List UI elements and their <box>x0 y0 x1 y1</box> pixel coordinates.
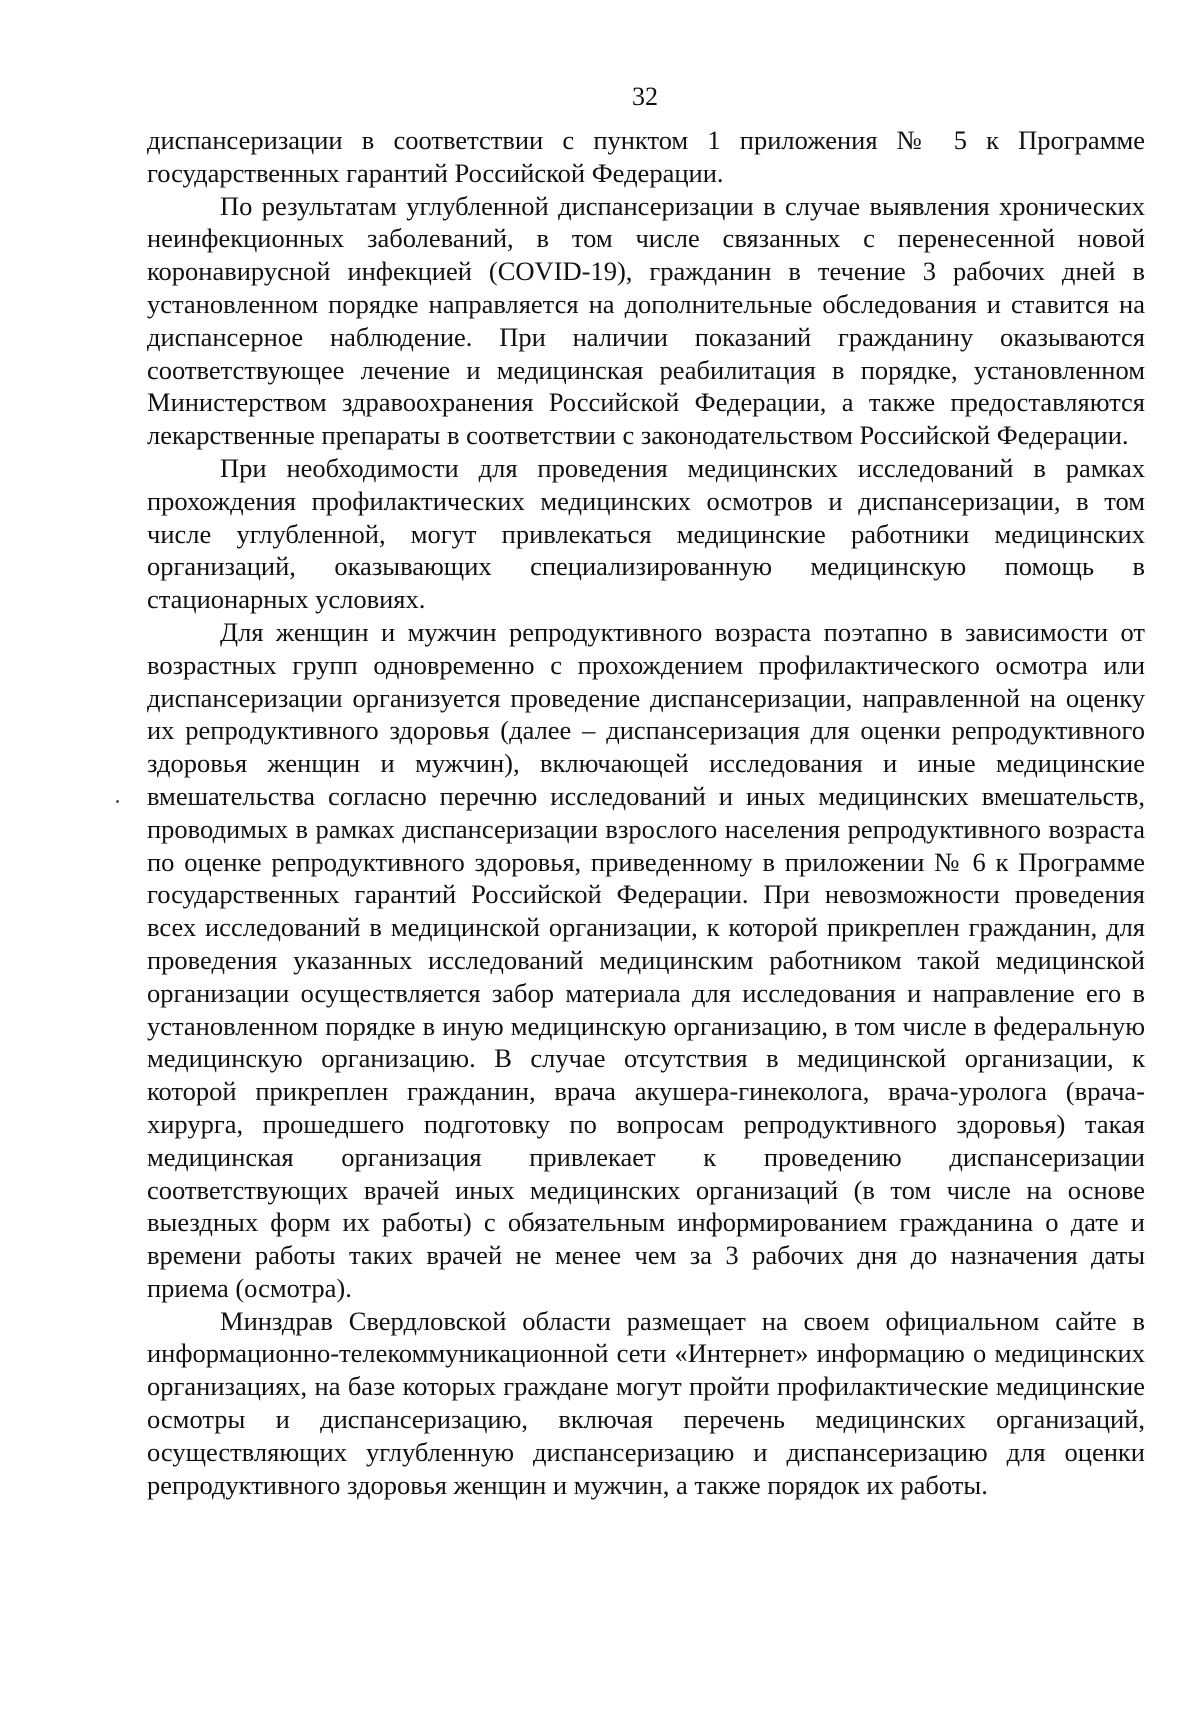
paragraph-in-depth-screening-results: По результатам углубленной диспансеризации в случае выявления хронических неинфекционных заболеваний, в том числе связанных с перенесенной новой коронавирусной инфекцией (COVID-19), гражданин в течение 3 рабочих дней в установленном порядке направляется на дополнительные обследования и ставится на диспансерное наблюдение. При наличии показаний гражданину оказываются соответствующее лечение и медицинская реабилитация в порядке, установленном Министерством здравоохранения Российской Федерации, а также предоставляются лекарственные препараты в соответствии с законодательством Российской Федерации. <box>147 190 1145 451</box>
paragraph-ministry-website-info: Минздрав Свердловской области размещает на своем официальном сайте в информационно-телекоммуникационной сети «Интернет» информацию о медицинских организациях, на базе которых граждане могут пройти профилактические медицинские осмотры и диспансеризацию, включая перечень медицинских организаций, осуществляющих углубленную диспансеризацию и диспансеризацию для оценки репродуктивного здоровья женщин и мужчин, а также порядок их работы. <box>147 1305 1145 1500</box>
paragraph-continuation: диспансеризации в соответствии с пунктом 1 приложения № 5 к Программе государственных гарантий Российской Федерации. <box>147 125 1145 188</box>
document-body <box>147 124 1145 1501</box>
paragraph-reproductive-health-screening: Для женщин и мужчин репродуктивного возраста поэтапно в зависимости от возрастных групп одновременно с прохождением профилактического осмотра или диспансеризации организуется проведение диспансеризации, направленной на оценку их репродуктивного здоровья (далее – диспансеризация для оценки репродуктивного здоровья женщин и мужчин), включающей исследования и иные медицинские вмешательства согласно перечню исследований и иных медицинских вмешательств, проводимых в рамках диспансеризации взрослого населения репродуктивного возраста по оценке репродуктивного здоровья, приведенному в приложении № 6 к Программе государственных гарантий Российской Федерации. При невозможности проведения всех исследований в медицинской организации, к которой прикреплен гражданин, для проведения указанных исследований медицинским работником такой медицинской организации осуществляется забор материала для исследования и направление его в установленном порядке в иную медицинскую организацию, в том числе в федеральную медицинскую организацию. В случае отсутствия в медицинской организации, к которой прикреплен гражданин, врача акушера-гинеколога, врача-уролога (врача-хирурга, прошедшего подготовку по вопросам репродуктивного здоровья) такая медицинская организация привлекает к проведению диспансеризации соответствующих врачей иных медицинских организаций (в том числе на основе выездных форм их работы) с обязательным информированием гражданина о дате и времени работы таких врачей не менее чем за 3 рабочих дня до назначения даты приема (осмотра). <box>147 616 1145 1303</box>
scan-speck <box>116 800 119 803</box>
paragraph-involving-medical-workers: При необходимости для проведения медицинских исследований в рамках прохождения профилактических медицинских осмотров и диспансеризации, в том числе углубленной, могут привлекаться медицинские работники медицинских организаций, оказывающих специализированную медицинскую помощь в стационарных условиях. <box>147 452 1145 615</box>
page-number: 32 <box>632 82 658 111</box>
